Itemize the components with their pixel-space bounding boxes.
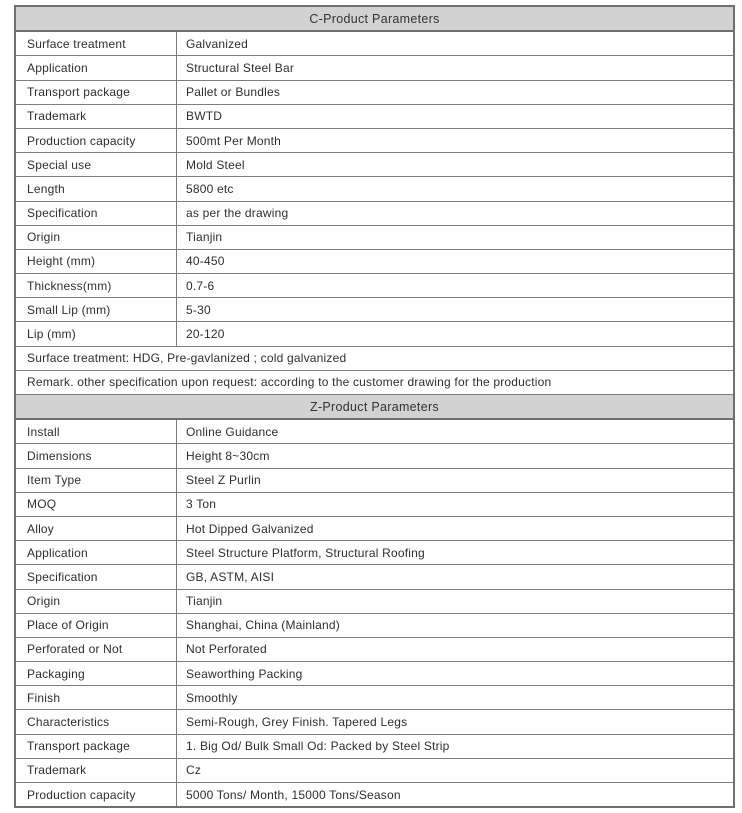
table-row <box>16 614 733 638</box>
table-row <box>16 81 733 105</box>
table-row <box>16 517 733 541</box>
param-value: Galvanized <box>186 36 249 51</box>
param-value: Online Guidance <box>186 424 279 439</box>
param-value: Hot Dipped Galvanized <box>186 521 314 536</box>
param-value: Not Perforated <box>186 642 267 657</box>
param-value: Cz <box>186 763 202 778</box>
param-label: Item Type <box>16 469 177 492</box>
section-title: C-Product Parameters <box>309 11 440 26</box>
table-row <box>16 274 733 298</box>
param-value: Structural Steel Bar <box>186 60 295 75</box>
section-header-row <box>16 395 733 420</box>
param-value: 5-30 <box>186 302 211 317</box>
table-row <box>16 759 733 783</box>
param-label: Transport package <box>16 735 177 758</box>
table-row <box>16 420 733 444</box>
param-value: Height 8~30cm <box>186 448 270 463</box>
param-value: Steel Z Purlin <box>186 473 261 488</box>
param-label: Perforated or Not <box>16 638 177 661</box>
table-row <box>16 202 733 226</box>
table-row <box>16 735 733 759</box>
table-row <box>16 32 733 56</box>
table-row <box>16 565 733 589</box>
table-row <box>16 469 733 493</box>
param-value: 3 Ton <box>186 497 217 512</box>
table-row <box>16 56 733 80</box>
section-title: Z-Product Parameters <box>310 399 439 414</box>
param-value: 500mt Per Month <box>186 133 282 148</box>
table-row <box>16 153 733 177</box>
param-label: Dimensions <box>16 444 177 467</box>
param-value: Mold Steel <box>186 157 245 172</box>
param-label: MOQ <box>16 493 177 516</box>
param-label: Alloy <box>16 517 177 540</box>
param-label: Small Lip (mm) <box>16 298 177 321</box>
param-value: Steel Structure Platform, Structural Roofing <box>186 545 425 560</box>
param-label: Trademark <box>16 105 177 128</box>
table-row <box>16 638 733 662</box>
param-value: Semi-Rough, Grey Finish. Tapered Legs <box>186 715 408 730</box>
param-label: Install <box>16 420 177 443</box>
param-value: 20-120 <box>186 327 225 342</box>
param-value: 5000 Tons/ Month, 15000 Tons/Season <box>186 787 401 802</box>
param-value: BWTD <box>186 109 223 124</box>
param-label: Production capacity <box>16 783 177 806</box>
param-label: Specification <box>16 202 177 225</box>
param-value: Pallet or Bundles <box>186 85 281 100</box>
table-row <box>16 493 733 517</box>
table-row <box>16 444 733 468</box>
table-row <box>16 226 733 250</box>
table-row <box>16 662 733 686</box>
table-row <box>16 783 733 806</box>
param-value: as per the drawing <box>186 206 289 221</box>
param-value: GB, ASTM, AISI <box>186 569 275 584</box>
param-value: 5800 etc <box>186 181 234 196</box>
param-label: Specification <box>16 565 177 588</box>
product-parameters-table <box>14 5 735 808</box>
table-row <box>16 322 733 346</box>
param-label: Finish <box>16 686 177 709</box>
param-label: Origin <box>16 590 177 613</box>
param-label: Application <box>16 56 177 79</box>
param-label: Trademark <box>16 759 177 782</box>
note-text: Remark. other specification upon request: according to the customer drawing for the production <box>27 375 552 390</box>
param-value: Shanghai, China (Mainland) <box>186 618 340 633</box>
param-label: Length <box>16 177 177 200</box>
note-row <box>16 347 733 371</box>
note-row <box>16 371 733 395</box>
param-label: Lip (mm) <box>16 322 177 345</box>
param-label: Thickness(mm) <box>16 274 177 297</box>
param-label: Application <box>16 541 177 564</box>
param-value: 1. Big Od/ Bulk Small Od: Packed by Steel Strip <box>186 739 450 754</box>
param-label: Origin <box>16 226 177 249</box>
section-header-row <box>16 7 733 32</box>
table-row <box>16 541 733 565</box>
param-label: Transport package <box>16 81 177 104</box>
note-text: Surface treatment: HDG, Pre-gavlanized ; cold galvanized <box>27 351 347 366</box>
param-value: Tianjin <box>186 594 223 609</box>
param-value: 40-450 <box>186 254 225 269</box>
table-row <box>16 298 733 322</box>
param-value: Tianjin <box>186 230 223 245</box>
param-label: Height (mm) <box>16 250 177 273</box>
table-row <box>16 177 733 201</box>
table-row <box>16 710 733 734</box>
param-value: Smoothly <box>186 690 238 705</box>
param-label: Special use <box>16 153 177 176</box>
table-row <box>16 129 733 153</box>
param-label: Production capacity <box>16 129 177 152</box>
param-label: Surface treatment <box>16 32 177 55</box>
param-value: 0.7-6 <box>186 278 215 293</box>
param-label: Packaging <box>16 662 177 685</box>
table-row <box>16 590 733 614</box>
table-row <box>16 250 733 274</box>
param-label: Characteristics <box>16 710 177 733</box>
param-label: Place of Origin <box>16 614 177 637</box>
table-row <box>16 105 733 129</box>
table-row <box>16 686 733 710</box>
param-value: Seaworthing Packing <box>186 666 303 681</box>
